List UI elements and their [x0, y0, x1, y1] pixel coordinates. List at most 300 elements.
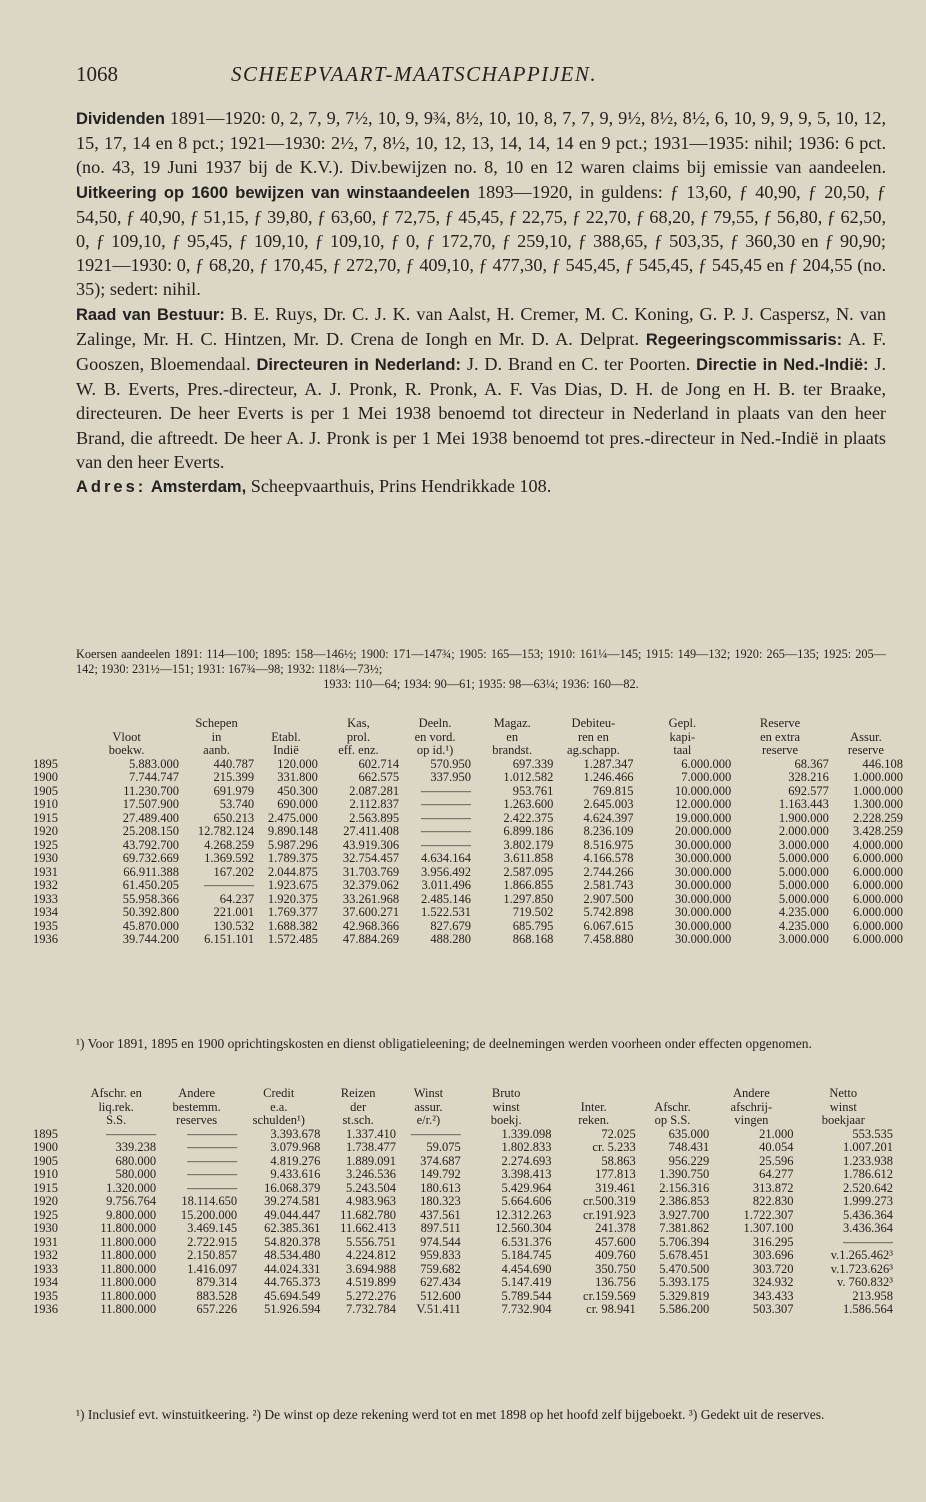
- column-header: eff. enz.: [338, 743, 379, 757]
- table-cell: 45.870.000: [122, 918, 180, 933]
- raad-label: Raad van Bestuur:: [76, 305, 225, 324]
- table-cell: 897.511: [420, 1221, 461, 1235]
- table-cell: 19.000.000: [674, 810, 732, 825]
- table-cell: 6.531.376: [501, 1234, 552, 1249]
- table-cell: 2.744.266: [583, 864, 634, 879]
- table-cell: 2.000.000: [778, 824, 829, 838]
- table-cell: 1.390.750: [659, 1167, 710, 1181]
- table-row: [33, 785, 903, 799]
- table-cell: 11.800.000: [100, 1234, 157, 1249]
- table-cell: 11.800.000: [100, 1302, 157, 1316]
- table-cell: 5.000.000: [778, 891, 829, 906]
- table-cell: cr. 98.941: [586, 1302, 636, 1316]
- table-cell: 3.011.496: [421, 878, 472, 892]
- table-cell: 5.789.544: [501, 1288, 552, 1303]
- table-cell: 446.108: [862, 756, 903, 771]
- table-cell: 64.277: [759, 1167, 794, 1181]
- table-cell: 2.386.853: [659, 1194, 710, 1208]
- table-cell: 437.561: [420, 1207, 461, 1222]
- year-cell: 1932: [33, 878, 58, 892]
- table-cell: 11.800.000: [100, 1275, 157, 1289]
- table-cell: 5.000.000: [778, 851, 829, 865]
- table-cell: 64.237: [219, 891, 255, 906]
- adres-text: Scheepvaarthuis, Prins Hendrikkade 108.: [246, 476, 552, 497]
- table-cell: 11.800.000: [100, 1248, 157, 1262]
- table-row: [33, 1303, 893, 1317]
- table-cell: 10.000.000: [674, 783, 732, 798]
- table-row: [33, 825, 903, 839]
- table-cell: 213.958: [852, 1288, 893, 1303]
- year-cell: 1920: [33, 824, 58, 838]
- year-cell: 1930: [33, 1221, 58, 1235]
- table-cell: 974.544: [420, 1234, 461, 1249]
- table-cell: 11.662.413: [340, 1221, 396, 1235]
- table-cell: 1.802.833: [501, 1140, 552, 1154]
- column-header: Reizen: [340, 1086, 376, 1100]
- table-cell: 690.000: [277, 797, 318, 811]
- year-cell: 1935: [33, 918, 58, 933]
- table-cell: 7.458.880: [583, 932, 634, 946]
- year-cell: 1915: [33, 1180, 58, 1195]
- table-cell: 30.000.000: [674, 878, 732, 892]
- table-cell: 6.899.186: [503, 824, 554, 838]
- paragraph-dividends: [76, 106, 886, 302]
- table-cell: 691.979: [213, 783, 255, 798]
- table-cell: 44.765.373: [264, 1275, 321, 1289]
- table-row: [33, 1290, 893, 1304]
- column-header: Credit: [263, 1086, 295, 1100]
- table-cell: 1.416.097: [187, 1261, 238, 1276]
- table-cell: 7.744.747: [129, 770, 180, 784]
- table-cell: 1.522.531: [421, 905, 472, 919]
- column-header: afschrij-: [730, 1099, 773, 1114]
- table-row: [33, 1276, 893, 1290]
- page-number: 1068: [76, 62, 118, 86]
- table-cell: 5.147.419: [501, 1275, 552, 1289]
- column-header: [33, 717, 74, 731]
- table-cell: ————: [187, 1140, 238, 1154]
- footnote-balance: ¹) Voor 1891, 1895 en 1900 oprichtingskosten en dienst obligatieleening; de deelnemingen werden voorheen onder effecten opgenomen.: [76, 1036, 812, 1051]
- table-cell: 39.274.581: [264, 1194, 321, 1208]
- table-cell: 719.502: [512, 905, 554, 919]
- table-cell: 822.830: [752, 1194, 794, 1208]
- table-cell: 16.068.379: [264, 1180, 321, 1195]
- table-cell: ————: [187, 1126, 238, 1141]
- table-cell: 339.238: [115, 1140, 157, 1154]
- column-header: e.a.: [270, 1099, 288, 1114]
- table-cell: 42.968.366: [342, 918, 400, 933]
- paragraph-board: [76, 302, 886, 474]
- table-cell: 1.369.592: [204, 851, 255, 865]
- table-row: [33, 866, 903, 880]
- table-cell: 2.520.642: [843, 1180, 893, 1195]
- year-cell: 1931: [33, 864, 58, 879]
- column-header: boekw.: [108, 743, 145, 757]
- regeering-label: Regeeringscommissaris:: [645, 330, 843, 349]
- table-cell: 4.235.000: [778, 905, 829, 919]
- year-cell: 1900: [33, 1140, 58, 1154]
- table-cell: 167.202: [213, 864, 255, 879]
- table-cell: 1.012.582: [503, 770, 554, 784]
- table-cell: 868.168: [512, 932, 554, 946]
- table-cell: 180.323: [420, 1194, 461, 1208]
- table-cell: 1.786.612: [843, 1167, 893, 1181]
- table-cell: 1.297.850: [503, 891, 554, 906]
- table-row: [33, 1155, 893, 1169]
- column-header: kapi-: [669, 729, 696, 744]
- table-cell: 5.586.200: [659, 1302, 710, 1316]
- table-cell: 21.000: [759, 1126, 794, 1141]
- header-row: [33, 717, 903, 731]
- table-cell: 324.932: [752, 1275, 794, 1289]
- regeering-text: A. F. Gooszen, Bloemendaal.: [76, 328, 886, 375]
- table-cell: 1.866.855: [503, 878, 554, 892]
- table-cell: 51.926.594: [264, 1302, 321, 1316]
- table-row: [33, 933, 903, 947]
- table-cell: 4.624.397: [583, 810, 634, 825]
- table-row: [33, 1141, 893, 1155]
- year-cell: 1934: [33, 1275, 58, 1289]
- table-cell: 697.339: [512, 756, 554, 771]
- year-cell: 1936: [33, 932, 58, 946]
- column-header: Inter.: [580, 1099, 607, 1114]
- table-cell: 6.000.000: [853, 905, 903, 919]
- column-header: en vord.: [414, 729, 456, 744]
- table-cell: 17.507.900: [122, 797, 180, 811]
- table-cell: 3.469.145: [187, 1221, 238, 1235]
- year-cell: 1936: [33, 1302, 58, 1316]
- column-header: boekjaar: [821, 1113, 865, 1127]
- table-cell: 759.682: [420, 1261, 461, 1276]
- table-cell: 3.246.536: [345, 1167, 396, 1181]
- table-cell: 1.572.485: [267, 932, 318, 946]
- table-cell: 350.750: [595, 1261, 636, 1276]
- share-prices: [76, 647, 886, 692]
- dividenden-label: Dividenden: [76, 110, 165, 128]
- table-cell: 6.000.000: [853, 918, 903, 933]
- table-cell: 7.732.784: [345, 1302, 396, 1316]
- table-cell: 3.436.364: [843, 1221, 893, 1235]
- table-cell: ————: [421, 810, 472, 825]
- table-cell: 8.516.975: [583, 837, 634, 852]
- table-cell: 6.000.000: [853, 851, 903, 865]
- table-cell: 1.920.375: [267, 891, 318, 906]
- table-row: [33, 1182, 893, 1196]
- table-cell: 25.596: [759, 1153, 794, 1168]
- uitkeering-text: 1893—1920, in guldens: ƒ 13,60, ƒ 40,90, ƒ 20,50, ƒ 54,50, ƒ 40,90, ƒ 51,15, ƒ 39,80, ƒ 63,60, ƒ 72,75, ƒ 45,45, ƒ 22,75, ƒ 22,70, ƒ 68,20, ƒ 79,55, ƒ 56,80, ƒ 62,50, 0, ƒ 109,10, ƒ 95,45, ƒ 109,10, ƒ 109,10, ƒ 0, ƒ 172,70, ƒ 259,10, ƒ 388,65, ƒ 503,35, ƒ 360,30 en ƒ 90,90; 1921—1930: 0, ƒ 68,20, ƒ 170,45, ƒ 272,70, ƒ 409,10, ƒ 477,30, ƒ 545,45, ƒ 545,45, ƒ 545,45 en ƒ 204,55 (no. 35); sedert: nihil.: [76, 181, 886, 300]
- table-cell: 3.802.179: [503, 837, 554, 852]
- table-cell: 657.226: [196, 1302, 238, 1316]
- table-cell: 488.280: [430, 932, 472, 946]
- table-cell: 221.001: [213, 905, 255, 919]
- table-cell: 39.744.200: [122, 932, 180, 946]
- column-header: Andere: [732, 1086, 770, 1100]
- table-cell: 512.600: [420, 1288, 461, 1303]
- table-cell: 5.436.364: [843, 1207, 893, 1222]
- footnote-profit: ¹) Inclusief evt. winstuitkeering. ²) De winst op deze rekening werd tot en met 1898 op het hoofd zelf bijgeboekt. ³) Gedekt uit de reserves.: [76, 1407, 825, 1422]
- year-cell: 1925: [33, 837, 58, 852]
- table-cell: 48.534.480: [264, 1248, 321, 1262]
- table-cell: 9.800.000: [106, 1207, 157, 1222]
- table-cell: 120.000: [277, 756, 318, 771]
- column-header: S.S.: [106, 1113, 127, 1127]
- column-header: Bruto: [491, 1086, 521, 1100]
- table-cell: 49.044.447: [264, 1207, 321, 1222]
- year-cell: 1925: [33, 1207, 58, 1222]
- table-cell: 692.577: [788, 783, 829, 798]
- table-cell: 5.678.451: [659, 1248, 710, 1262]
- uitkeering-label: Uitkeering op 1600 bewijzen van winstaandeelen: [76, 183, 470, 202]
- table-cell: 5.664.606: [501, 1194, 552, 1208]
- table-cell: 1.000.000: [853, 770, 903, 784]
- table-cell: ————: [187, 1180, 238, 1195]
- table-row: [33, 1236, 893, 1250]
- table-cell: 4.454.690: [501, 1261, 552, 1276]
- year-cell: 1935: [33, 1288, 58, 1303]
- table-cell: ————: [204, 878, 255, 892]
- table-cell: 4.235.000: [778, 918, 829, 933]
- table-cell: 4.983.963: [345, 1194, 396, 1208]
- column-header: [636, 1087, 709, 1101]
- table-cell: 769.815: [592, 783, 634, 798]
- table-row: [33, 893, 903, 907]
- header-row: [33, 1087, 893, 1101]
- column-header: e/r.²): [416, 1113, 441, 1127]
- table-cell: 9.433.616: [270, 1167, 321, 1181]
- table-cell: 55.958.366: [122, 891, 180, 906]
- table-cell: 3.428.259: [853, 824, 903, 838]
- table-row: [33, 798, 903, 812]
- table-cell: 9.890.148: [267, 824, 318, 838]
- table-cell: 1.923.675: [267, 878, 318, 892]
- table-cell: 1.889.091: [345, 1153, 396, 1168]
- column-header: winst: [829, 1099, 857, 1114]
- year-cell: 1905: [33, 783, 58, 798]
- table-cell: cr.191.923: [583, 1207, 636, 1222]
- table-cell: 18.114.650: [181, 1194, 238, 1208]
- column-header: assur.: [414, 1099, 443, 1114]
- table-cell: 11.800.000: [100, 1288, 157, 1303]
- year-cell: 1910: [33, 797, 58, 811]
- column-header: Kas,: [347, 716, 370, 730]
- column-header: bestemm.: [172, 1099, 221, 1114]
- table-cell: 343.433: [752, 1288, 794, 1303]
- company-description: [76, 106, 886, 499]
- column-header: Afschr.: [654, 1099, 691, 1114]
- column-header: [829, 717, 903, 731]
- table-cell: 313.872: [752, 1180, 794, 1195]
- table-cell: 1.900.000: [778, 810, 829, 825]
- table-cell: 1.999.273: [843, 1194, 893, 1208]
- column-header: vingen: [734, 1113, 769, 1127]
- table-cell: 43.792.700: [122, 837, 180, 852]
- table-cell: 45.694.549: [264, 1288, 321, 1303]
- page-header: [76, 62, 886, 92]
- column-header: reken.: [578, 1113, 610, 1127]
- table-cell: 12.000.000: [674, 797, 732, 811]
- column-header: Vloot: [112, 729, 141, 744]
- year-cell: 1910: [33, 1167, 58, 1181]
- column-header: op S.S.: [654, 1113, 691, 1127]
- table-row: [33, 1222, 893, 1236]
- column-header: Netto: [829, 1086, 858, 1100]
- table-cell: 2.112.837: [349, 797, 400, 811]
- table-cell: 1.339.098: [501, 1126, 552, 1141]
- dir-indie-text: J. W. B. Everts, Pres.-directeur, A. J. Pronk, R. Pronk, A. F. Vas Dias, D. H. de Jong en H. B. ter Braake, directeuren. De heer Everts is per 1 Mei 1938 benoemd tot directeur in Nederland in plaats van den heer Brand, die aftreedt. De heer A. J. Pronk is per 1 Mei 1938 benoemd tot pres.-directeur in Ned.-Indië in plaats van den heer Everts.: [76, 354, 887, 472]
- table-cell: cr. 5.233: [592, 1140, 636, 1154]
- table-cell: v.1.265.462³: [830, 1248, 893, 1262]
- column-header: prol.: [346, 729, 371, 744]
- table-cell: 627.434: [420, 1275, 461, 1289]
- column-header: brandst.: [492, 743, 533, 757]
- header-row: [33, 744, 903, 758]
- table-cell: ————: [106, 1126, 157, 1141]
- table-cell: 680.000: [115, 1153, 157, 1168]
- column-header: [74, 717, 179, 731]
- column-header: [33, 1087, 76, 1101]
- table-cell: 883.528: [196, 1288, 238, 1303]
- table-row: [33, 1128, 893, 1142]
- table-cell: 6.000.000: [853, 878, 903, 892]
- paragraph-address: [76, 474, 886, 499]
- table-cell: 12.560.304: [495, 1221, 552, 1235]
- dir-ned-label: Directeuren in Nederland:: [256, 356, 461, 375]
- table-cell: 1.007.201: [843, 1140, 893, 1154]
- column-header: [254, 717, 318, 731]
- column-header: ag.schapp.: [567, 743, 620, 757]
- table-cell: 11.682.780: [340, 1207, 396, 1222]
- table-cell: 2.475.000: [267, 810, 318, 825]
- year-cell: 1900: [33, 770, 58, 784]
- table-cell: 3.956.492: [421, 864, 472, 879]
- table-cell: 3.393.678: [270, 1126, 321, 1141]
- header-row: [33, 1114, 893, 1128]
- table-cell: 177.813: [595, 1167, 636, 1181]
- table-cell: 635.000: [668, 1126, 710, 1141]
- table-cell: 3.000.000: [778, 837, 829, 852]
- year-cell: 1915: [33, 810, 58, 825]
- table-cell: 5.470.500: [659, 1261, 710, 1276]
- year-cell: 1920: [33, 1194, 58, 1208]
- table-cell: 602.714: [358, 756, 400, 771]
- table-cell: 1.163.443: [778, 797, 829, 811]
- table-cell: 27.489.400: [122, 810, 180, 825]
- table-cell: 662.575: [358, 770, 400, 784]
- column-header: Winst: [413, 1086, 444, 1100]
- table-cell: 33.261.968: [342, 891, 400, 906]
- column-header: Assur.: [850, 729, 882, 744]
- table-cell: 409.760: [595, 1248, 636, 1262]
- table-cell: 241.378: [595, 1221, 636, 1235]
- table-cell: 30.000.000: [674, 918, 732, 933]
- table-cell: 303.696: [752, 1248, 794, 1262]
- table-cell: 1.000.000: [853, 783, 903, 798]
- column-header: op id.¹): [416, 743, 454, 757]
- column-header: Indië: [273, 743, 299, 757]
- column-header: Andere: [178, 1086, 216, 1100]
- table-cell: 20.000.000: [674, 824, 732, 838]
- table-row: [33, 839, 903, 853]
- table-cell: 303.720: [752, 1261, 794, 1276]
- column-header: boekj.: [490, 1113, 522, 1127]
- table-row: [33, 1195, 893, 1209]
- column-header: Afschr. en: [90, 1086, 142, 1100]
- table-cell: ————: [421, 797, 472, 811]
- table-cell: 30.000.000: [674, 851, 732, 865]
- table-cell: 37.600.271: [342, 905, 400, 919]
- table-cell: 5.000.000: [778, 878, 829, 892]
- table-cell: 5.742.898: [583, 905, 634, 919]
- table-cell: 68.367: [794, 756, 829, 771]
- table-cell: 8.236.109: [583, 824, 634, 838]
- column-header: reserves: [176, 1113, 218, 1127]
- table-cell: 11.800.000: [100, 1221, 157, 1235]
- table-cell: 7.000.000: [681, 770, 732, 784]
- column-header: Deeln.: [418, 716, 452, 730]
- table-cell: 4.166.578: [583, 851, 634, 865]
- table-cell: 457.600: [595, 1234, 636, 1249]
- column-header: [33, 1101, 76, 1115]
- column-header: in: [211, 729, 222, 744]
- table-cell: 1.722.307: [743, 1207, 794, 1222]
- column-header: reserve: [847, 743, 884, 757]
- table-row: [33, 1168, 893, 1182]
- profit-table: [33, 1087, 893, 1317]
- table-cell: 3.079.968: [270, 1140, 321, 1154]
- table-cell: ————: [421, 783, 472, 798]
- table-cell: 2.722.915: [187, 1234, 238, 1249]
- year-cell: 1933: [33, 1261, 58, 1276]
- table-cell: 2.907.500: [583, 891, 634, 906]
- table-cell: 1.246.466: [583, 770, 634, 784]
- year-cell: 1905: [33, 1153, 58, 1168]
- table-cell: 6.151.101: [204, 932, 255, 946]
- table-cell: 570.950: [430, 756, 472, 771]
- table-row: [33, 771, 903, 785]
- running-title: SCHEEPVAART-MAATSCHAPPIJEN.: [231, 62, 598, 86]
- table-cell: 53.740: [219, 797, 255, 811]
- table-cell: 215.399: [213, 770, 255, 784]
- table-cell: 4.000.000: [853, 837, 903, 852]
- column-header: en: [506, 729, 519, 744]
- table-cell: 337.950: [430, 770, 472, 784]
- column-header: reserve: [762, 743, 799, 757]
- table-row: [33, 852, 903, 866]
- column-header: schulden¹): [252, 1113, 305, 1127]
- table-cell: 32.754.457: [342, 851, 400, 865]
- table-cell: 15.200.000: [180, 1207, 238, 1222]
- column-header: Debiteu-: [571, 716, 616, 730]
- table-row: [33, 1249, 893, 1263]
- adres-city: Amsterdam,: [150, 478, 247, 497]
- table-cell: 1.307.100: [743, 1221, 794, 1235]
- year-cell: 1895: [33, 756, 58, 771]
- table-cell: 6.000.000: [681, 756, 732, 771]
- table-cell: 2.044.875: [267, 864, 318, 879]
- dir-indie-label: Directie in Ned.-Indië:: [696, 356, 869, 375]
- table-cell: 5.883.000: [129, 756, 180, 771]
- table-cell: 2.274.693: [501, 1153, 552, 1168]
- table-cell: 7.381.862: [659, 1221, 710, 1235]
- table-cell: 27.411.408: [343, 824, 400, 838]
- table-cell: 58.863: [601, 1153, 636, 1168]
- table-cell: cr.159.569: [583, 1288, 636, 1303]
- table-cell: 5.429.964: [501, 1180, 552, 1195]
- table-cell: 319.461: [595, 1180, 636, 1195]
- column-header: Reserve: [759, 716, 801, 730]
- table-cell: 503.307: [752, 1302, 794, 1316]
- table-cell: 130.532: [213, 918, 255, 933]
